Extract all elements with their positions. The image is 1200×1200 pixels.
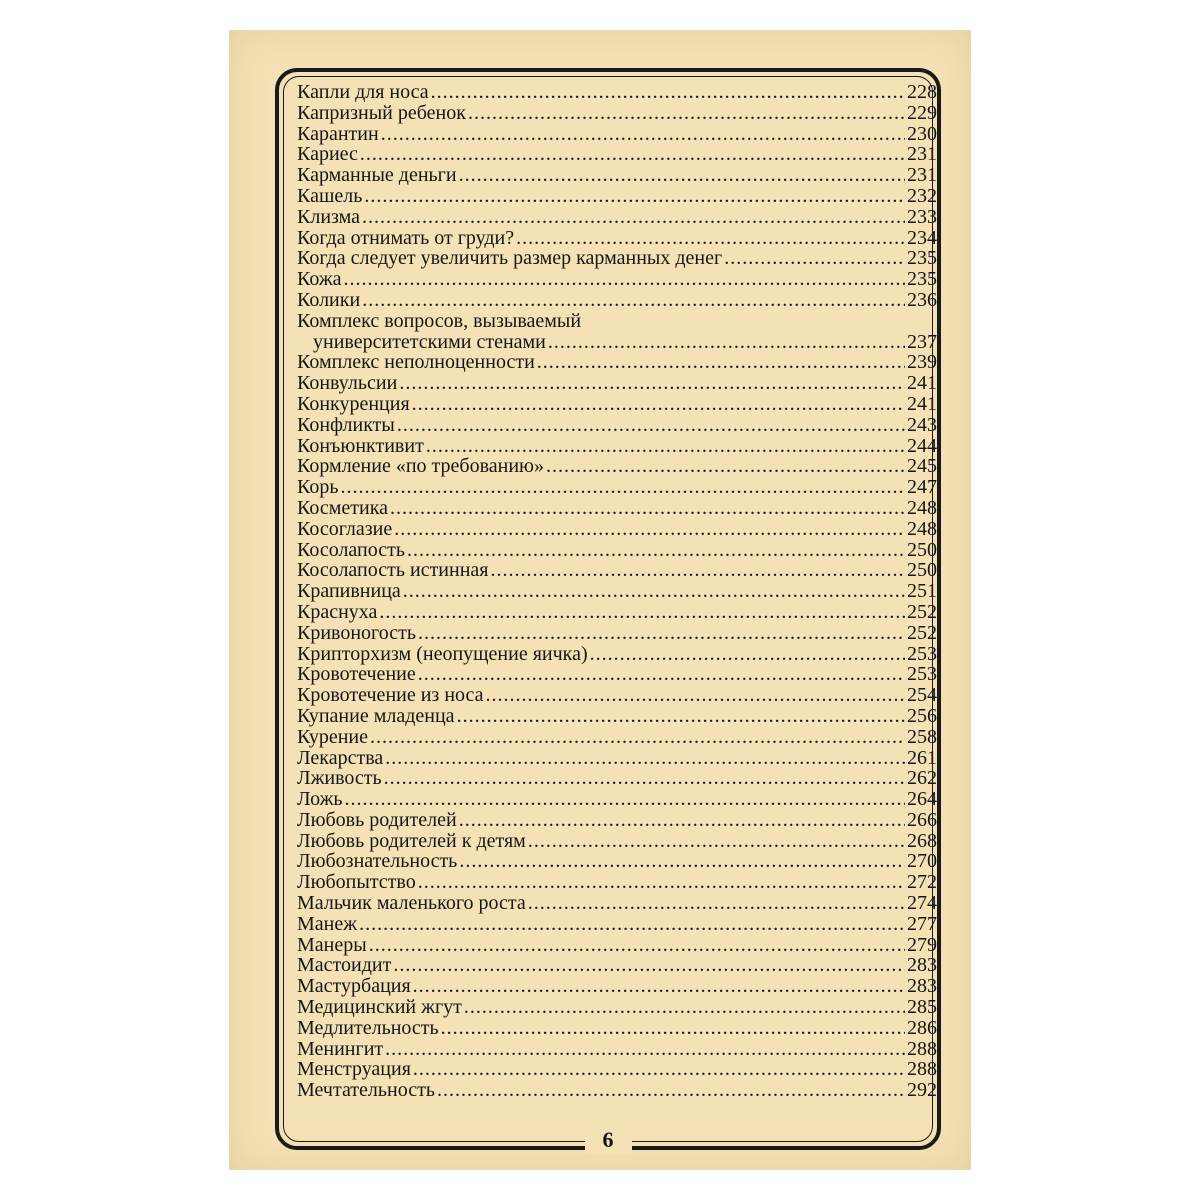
toc-entry-page: 243	[907, 413, 937, 436]
toc-leader-dots	[441, 1018, 905, 1039]
toc-entry-page: 231	[907, 164, 937, 187]
table-of-contents	[297, 82, 937, 1101]
toc-entry	[297, 103, 937, 124]
toc-entry-title: Любовь родителей	[297, 808, 457, 831]
toc-entry	[297, 789, 937, 810]
toc-leader-dots	[344, 269, 905, 290]
toc-leader-dots	[459, 165, 905, 186]
toc-entry	[297, 893, 937, 914]
toc-entry-page: 237	[907, 330, 937, 353]
toc-entry-page: 292	[907, 1079, 937, 1102]
toc-leader-dots	[359, 914, 905, 935]
toc-entry-page: 244	[907, 434, 937, 457]
toc-entry	[297, 498, 937, 519]
toc-entry-title: Кровотечение	[297, 663, 416, 686]
toc-leader-dots	[370, 727, 905, 748]
toc-entry-title: Краснуха	[297, 600, 378, 623]
toc-leader-dots	[390, 498, 905, 519]
toc-entry-page: 245	[907, 455, 937, 478]
toc-entry-page: 272	[907, 871, 937, 894]
toc-entry	[297, 685, 937, 706]
toc-entry-page: 251	[907, 580, 937, 603]
toc-entry	[297, 872, 937, 893]
toc-entry-page: 277	[907, 912, 937, 935]
toc-entry-title: Курение	[297, 725, 368, 748]
toc-entry-title: университетскими стенами	[313, 330, 546, 353]
toc-entry-page: 283	[907, 975, 937, 998]
toc-entry	[297, 248, 937, 269]
toc-entry-title: Конфликты	[297, 413, 395, 436]
toc-entry	[297, 456, 937, 477]
toc-leader-dots	[379, 602, 905, 623]
toc-entry-title: Карманные деньги	[297, 164, 457, 187]
toc-entry-title: Комплекс неполноценности	[297, 351, 535, 374]
toc-leader-dots	[724, 248, 905, 269]
toc-entry	[297, 415, 937, 436]
toc-entry	[297, 165, 937, 186]
toc-entry-title: Косолапость истинная	[297, 559, 489, 582]
toc-leader-dots	[385, 1039, 905, 1060]
toc-entry	[297, 664, 937, 685]
toc-leader-dots	[426, 436, 905, 457]
toc-entry-page: 253	[907, 642, 937, 665]
toc-entry-page: 250	[907, 559, 937, 582]
toc-leader-dots	[418, 623, 905, 644]
toc-entry-title: Когда следует увеличить размер карманных денег	[297, 247, 723, 270]
toc-leader-dots	[548, 332, 905, 353]
toc-entry-title: Любопытство	[297, 871, 416, 894]
toc-entry-title: Косолапость	[297, 538, 405, 561]
toc-entry	[297, 540, 937, 561]
toc-leader-dots	[385, 748, 905, 769]
toc-entry-page: 250	[907, 538, 937, 561]
toc-entry-title: Кривоногость	[297, 621, 416, 644]
toc-leader-dots	[491, 560, 906, 581]
toc-entry	[297, 332, 937, 353]
toc-entry-title: Манеры	[297, 933, 367, 956]
toc-entry	[297, 1080, 937, 1101]
page-number-area	[275, 1126, 941, 1154]
toc-entry	[297, 82, 937, 103]
toc-leader-dots	[590, 644, 905, 665]
toc-leader-dots	[345, 789, 905, 810]
toc-entry-page: 261	[907, 746, 937, 769]
toc-entry-page: 232	[907, 184, 937, 207]
toc-entry	[297, 644, 937, 665]
toc-leader-dots	[418, 664, 905, 685]
toc-entry-page: 268	[907, 829, 937, 852]
toc-entry-page: 235	[907, 247, 937, 270]
toc-entry-title: Клизма	[297, 205, 361, 228]
toc-leader-dots	[362, 207, 905, 228]
toc-entry-page: 270	[907, 850, 937, 873]
toc-entry	[297, 352, 937, 373]
toc-entry-title: Медицинский жгут	[297, 996, 462, 1019]
toc-entry	[297, 436, 937, 457]
toc-entry	[297, 914, 937, 935]
toc-entry-page: 254	[907, 684, 937, 707]
toc-leader-dots	[486, 685, 905, 706]
toc-entry-title: Конъюнктивит	[297, 434, 424, 457]
toc-entry	[297, 997, 937, 1018]
toc-entry-title: Когда отнимать от груди?	[297, 226, 515, 249]
toc-entry	[297, 144, 937, 165]
toc-leader-dots	[393, 955, 905, 976]
toc-entry-page: 288	[907, 1037, 937, 1060]
toc-entry-title: Медлительность	[297, 1016, 439, 1039]
toc-leader-dots	[413, 976, 905, 997]
toc-leader-dots	[516, 228, 905, 249]
toc-entry-title: Кариес	[297, 143, 358, 166]
toc-entry-title: Купание младенца	[297, 704, 455, 727]
toc-entry-title: Ложь	[297, 788, 343, 811]
toc-leader-dots	[459, 851, 905, 872]
toc-leader-dots	[528, 893, 905, 914]
toc-leader-dots	[457, 706, 905, 727]
toc-entry-title: Мастурбация	[297, 975, 411, 998]
toc-leader-dots	[528, 831, 905, 852]
toc-entry-title: Мастоидит	[297, 954, 392, 977]
toc-entry-title: Менструация	[297, 1058, 411, 1081]
toc-entry-page: 248	[907, 517, 937, 540]
toc-leader-dots	[464, 997, 905, 1018]
toc-entry-title: Лживость	[297, 767, 382, 790]
toc-entry	[297, 851, 937, 872]
toc-entry-title: Корь	[297, 476, 339, 499]
toc-entry-page: 231	[907, 143, 937, 166]
toc-entry-title: Крипторхизм (неопущение яичка)	[297, 642, 588, 665]
toc-entry	[297, 581, 937, 602]
toc-entry-page: 266	[907, 808, 937, 831]
toc-entry-page: 258	[907, 725, 937, 748]
toc-leader-dots	[418, 872, 905, 893]
toc-entry	[297, 1039, 937, 1060]
toc-entry	[297, 831, 937, 852]
toc-entry-title: Капли для носа	[297, 81, 429, 103]
toc-entry	[297, 477, 937, 498]
toc-leader-dots	[399, 373, 905, 394]
toc-leader-dots	[397, 415, 905, 436]
toc-entry-page: 239	[907, 351, 937, 374]
toc-leader-dots	[412, 394, 905, 415]
toc-entry	[297, 269, 937, 290]
toc-entry-page: 233	[907, 205, 937, 228]
toc-entry-page: 247	[907, 476, 937, 499]
toc-entry	[297, 623, 937, 644]
toc-entry	[297, 602, 937, 623]
toc-leader-dots	[340, 477, 905, 498]
toc-entry	[297, 1059, 937, 1080]
toc-entry	[297, 519, 937, 540]
toc-leader-dots	[394, 519, 905, 540]
toc-leader-dots	[362, 290, 905, 311]
toc-entry	[297, 124, 937, 145]
toc-entry-page: 285	[907, 996, 937, 1019]
toc-entry-title: Кожа	[297, 268, 342, 291]
toc-leader-dots	[468, 103, 905, 124]
toc-entry-page: 262	[907, 767, 937, 790]
toc-entry-title: Карантин	[297, 122, 379, 145]
toc-entry-title: Косоглазие	[297, 517, 393, 540]
toc-entry-title: Мечтательность	[297, 1079, 435, 1102]
toc-entry-page: 286	[907, 1016, 937, 1039]
toc-entry-title-line: Комплекс вопросов, вызываемый	[297, 309, 582, 332]
book-page	[229, 30, 971, 1170]
toc-leader-dots	[413, 1059, 905, 1080]
toc-entry-page: 279	[907, 933, 937, 956]
toc-entry-page: 252	[907, 600, 937, 623]
toc-entry	[297, 810, 937, 831]
toc-entry	[297, 1018, 937, 1039]
toc-leader-dots	[459, 810, 905, 831]
toc-entry-title: Косметика	[297, 496, 388, 519]
toc-entry	[297, 955, 937, 976]
toc-leader-dots	[407, 540, 905, 561]
toc-entry-page: 235	[907, 268, 937, 291]
toc-leader-dots	[381, 124, 905, 145]
toc-entry	[297, 186, 937, 207]
toc-entry-page: 253	[907, 663, 937, 686]
toc-entry	[297, 207, 937, 228]
toc-leader-dots	[360, 144, 905, 165]
toc-entry-page: 288	[907, 1058, 937, 1081]
toc-entry-title: Конвульсии	[297, 372, 398, 395]
toc-leader-dots	[369, 935, 905, 956]
toc-entry-title: Кровотечение из носа	[297, 684, 484, 707]
toc-entry-page: 234	[907, 226, 937, 249]
toc-entry-page: 230	[907, 122, 937, 145]
toc-entry-page: 252	[907, 621, 937, 644]
toc-entry-page: 229	[907, 101, 937, 124]
toc-leader-dots	[546, 456, 905, 477]
toc-entry	[297, 560, 937, 581]
toc-entry-title: Мальчик маленького роста	[297, 892, 526, 915]
toc-entry-title: Лекарства	[297, 746, 384, 769]
toc-leader-dots	[431, 82, 905, 103]
toc-leader-dots	[537, 352, 905, 373]
toc-entry	[297, 290, 937, 311]
toc-entry-page: 283	[907, 954, 937, 977]
toc-entry	[297, 748, 937, 769]
toc-entry	[297, 228, 937, 249]
toc-entry-title: Колики	[297, 288, 361, 311]
toc-entry	[297, 706, 937, 727]
toc-leader-dots	[437, 1080, 905, 1101]
toc-entry-page: 228	[907, 81, 937, 103]
toc-leader-dots	[384, 768, 905, 789]
toc-entry	[297, 394, 937, 415]
toc-entry	[297, 976, 937, 997]
toc-entry-title: Кашель	[297, 184, 363, 207]
page-number: 6	[585, 1126, 632, 1154]
toc-entry-page: 274	[907, 892, 937, 915]
toc-entry	[297, 373, 937, 394]
toc-entry-page: 236	[907, 288, 937, 311]
toc-entry-title: Кормление «по требованию»	[297, 455, 544, 478]
toc-entry-page: 264	[907, 788, 937, 811]
toc-entry-page: 248	[907, 496, 937, 519]
toc-entry-title: Капризный ребенок	[297, 101, 466, 124]
toc-entry-title: Любознательность	[297, 850, 458, 873]
toc-entry	[297, 727, 937, 748]
toc-entry	[297, 768, 937, 789]
toc-entry-title: Менингит	[297, 1037, 384, 1060]
toc-entry-title: Любовь родителей к детям	[297, 829, 526, 852]
toc-entry-page: 241	[907, 392, 937, 415]
toc-entry-title: Манеж	[297, 912, 358, 935]
toc-entry-page: 256	[907, 704, 937, 727]
toc-entry-title: Конкуренция	[297, 392, 410, 415]
toc-entry-title: Крапивница	[297, 580, 401, 603]
toc-entry	[297, 935, 937, 956]
toc-leader-dots	[403, 581, 905, 602]
toc-entry-page: 241	[907, 372, 937, 395]
toc-leader-dots	[364, 186, 905, 207]
